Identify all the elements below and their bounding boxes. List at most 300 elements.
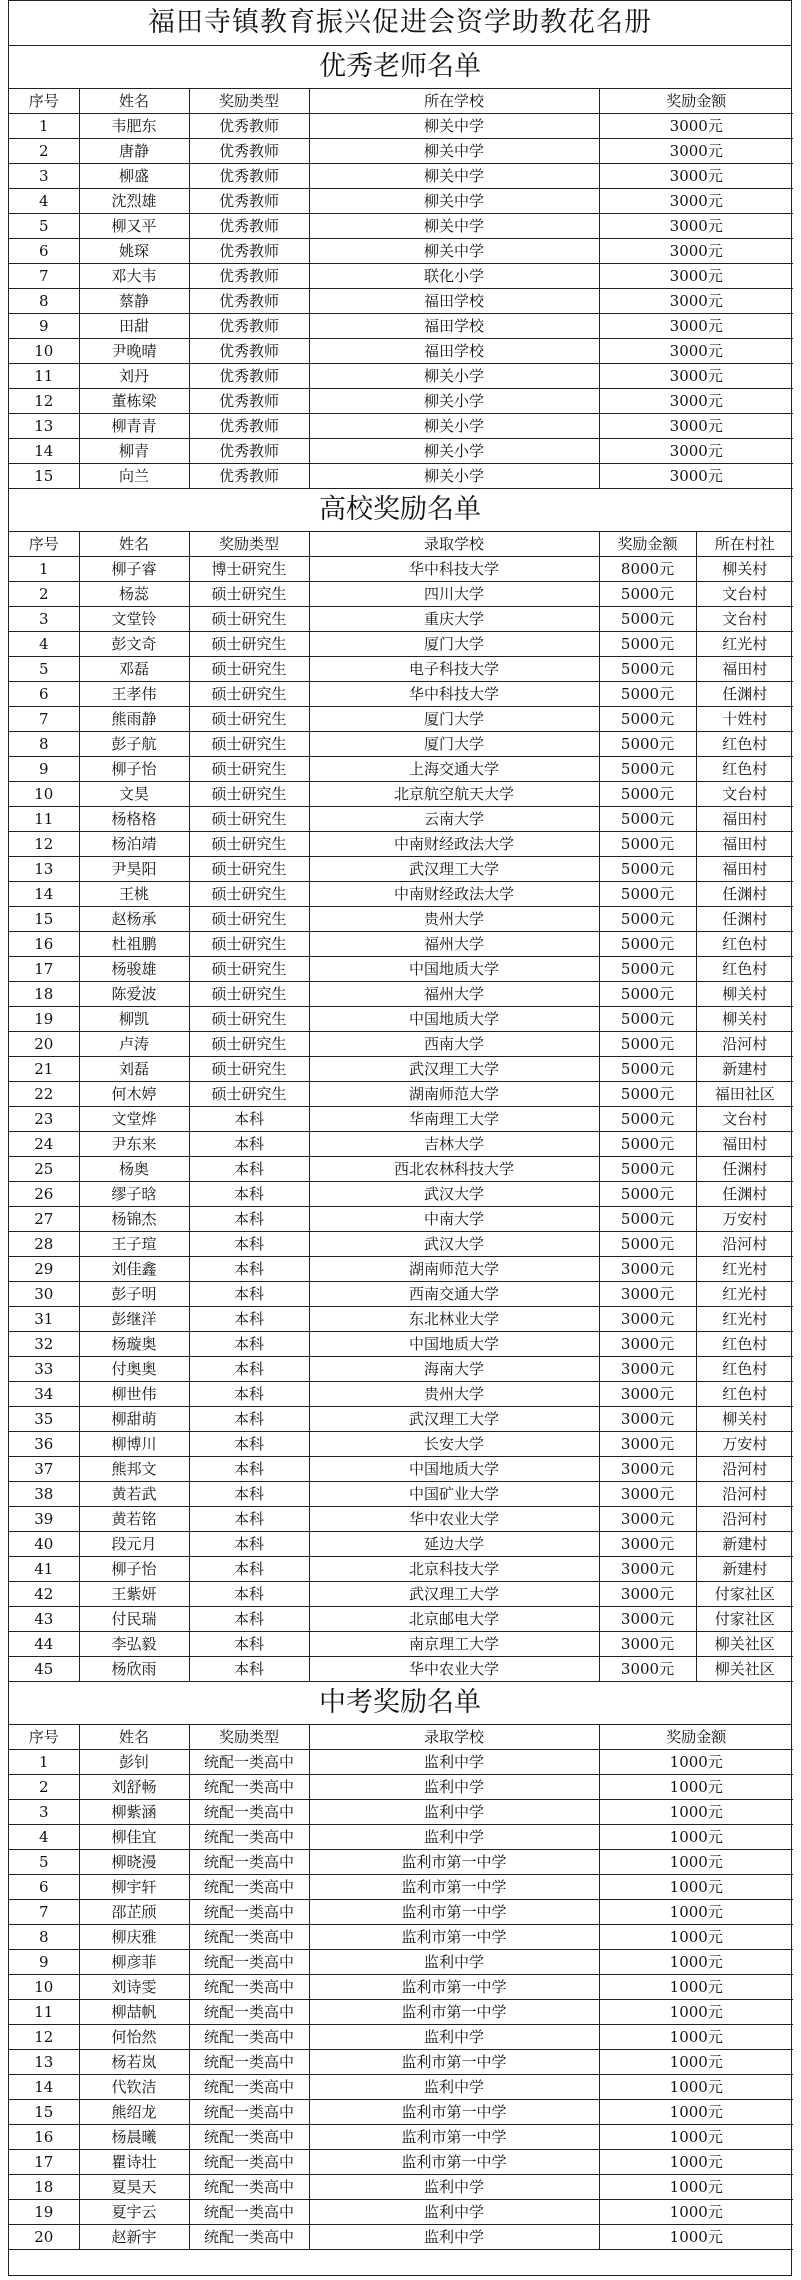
cell-award-type: 统配一类高中 (189, 2025, 309, 2050)
cell-index: 10 (9, 1975, 79, 2000)
table-row (9, 264, 793, 289)
table-row (9, 1132, 793, 1157)
cell-index: 13 (9, 2050, 79, 2075)
cell-award-type: 优秀教师 (189, 264, 309, 289)
cell-name: 杨蕊 (79, 582, 189, 607)
table-row (9, 1432, 793, 1457)
cell-index: 9 (9, 314, 79, 339)
cell-amount: 1000元 (599, 1775, 793, 1800)
table-row (9, 1407, 793, 1432)
cell-name: 熊邦文 (79, 1457, 189, 1482)
cell-amount: 3000元 (599, 439, 793, 464)
cell-award-type: 本科 (189, 1632, 309, 1657)
cell-award-type: 统配一类高中 (189, 1950, 309, 1975)
cell-award-type: 本科 (189, 1157, 309, 1182)
cell-name: 彭子航 (79, 732, 189, 757)
cell-amount: 3000元 (599, 1532, 696, 1557)
cell-amount: 3000元 (599, 264, 793, 289)
cell-admitted-school: 武汉大学 (309, 1182, 599, 1207)
cell-index: 3 (9, 607, 79, 632)
cell-admitted-school: 海南大学 (309, 1357, 599, 1382)
teachers-header-row (9, 89, 793, 114)
cell-admitted-school: 中南财经政法大学 (309, 832, 599, 857)
table-row (9, 782, 793, 807)
cell-index: 12 (9, 832, 79, 857)
university-header-row (9, 532, 793, 557)
cell-village: 红光村 (696, 1307, 793, 1332)
cell-admitted-school: 云南大学 (309, 807, 599, 832)
cell-village: 任渊村 (696, 882, 793, 907)
cell-amount: 3000元 (599, 339, 793, 364)
cell-index: 24 (9, 1132, 79, 1157)
cell-amount: 3000元 (599, 1382, 696, 1407)
cell-amount: 3000元 (599, 1632, 696, 1657)
cell-award-type: 统配一类高中 (189, 2100, 309, 2125)
cell-amount: 3000元 (599, 1357, 696, 1382)
cell-admitted-school: 监利中学 (309, 1775, 599, 1800)
cell-amount: 3000元 (599, 1407, 696, 1432)
cell-index: 12 (9, 389, 79, 414)
cell-amount: 5000元 (599, 982, 696, 1007)
table-row (9, 1507, 793, 1532)
header-amount: 奖励金额 (599, 1725, 793, 1750)
cell-school: 柳关中学 (309, 214, 599, 239)
table-row (9, 1582, 793, 1607)
table-row (9, 2175, 793, 2200)
cell-admitted-school: 中国地质大学 (309, 1007, 599, 1032)
cell-admitted-school: 西北农林科技大学 (309, 1157, 599, 1182)
table-row (9, 289, 793, 314)
cell-index: 27 (9, 1207, 79, 1232)
cell-name: 文堂铃 (79, 607, 189, 632)
cell-amount: 3000元 (599, 1482, 696, 1507)
table-row (9, 1182, 793, 1207)
table-row (9, 1900, 793, 1925)
cell-name: 赵杨承 (79, 907, 189, 932)
cell-name: 杨晨曦 (79, 2125, 189, 2150)
cell-name: 熊雨静 (79, 707, 189, 732)
cell-index: 6 (9, 239, 79, 264)
cell-name: 王紫妍 (79, 1582, 189, 1607)
cell-village: 沿河村 (696, 1032, 793, 1057)
cell-index: 33 (9, 1357, 79, 1382)
cell-admitted-school: 华中农业大学 (309, 1657, 599, 1682)
cell-amount: 1000元 (599, 2000, 793, 2025)
cell-index: 5 (9, 657, 79, 682)
cell-name: 何怡然 (79, 2025, 189, 2050)
cell-village: 任渊村 (696, 1157, 793, 1182)
table-row (9, 1950, 793, 1975)
cell-school: 福田学校 (309, 289, 599, 314)
cell-admitted-school: 武汉理工大学 (309, 1057, 599, 1082)
table-row (9, 239, 793, 264)
table-row (9, 414, 793, 439)
header-village: 所在村社 (696, 532, 793, 557)
cell-index: 9 (9, 757, 79, 782)
cell-amount: 5000元 (599, 707, 696, 732)
cell-name: 彭子明 (79, 1282, 189, 1307)
cell-name: 沈烈雄 (79, 189, 189, 214)
cell-name: 柳凯 (79, 1007, 189, 1032)
cell-index: 31 (9, 1307, 79, 1332)
cell-name: 刘诗雯 (79, 1975, 189, 2000)
cell-admitted-school: 华中科技大学 (309, 682, 599, 707)
cell-name: 黄若铭 (79, 1507, 189, 1532)
cell-amount: 3000元 (599, 1257, 696, 1282)
cell-admitted-school: 监利中学 (309, 1800, 599, 1825)
cell-index: 2 (9, 582, 79, 607)
cell-name: 付奥奥 (79, 1357, 189, 1382)
cell-name: 代钦洁 (79, 2075, 189, 2100)
cell-village: 红色村 (696, 1332, 793, 1357)
cell-admitted-school: 监利市第一中学 (309, 2000, 599, 2025)
table-row (9, 1232, 793, 1257)
table-row (9, 1975, 793, 2000)
cell-award-type: 统配一类高中 (189, 1750, 309, 1775)
cell-school: 福田学校 (309, 339, 599, 364)
cell-village: 柳关村 (696, 982, 793, 1007)
cell-amount: 3000元 (599, 1282, 696, 1307)
cell-name: 王桃 (79, 882, 189, 907)
cell-admitted-school: 贵州大学 (309, 907, 599, 932)
cell-amount: 1000元 (599, 1825, 793, 1850)
cell-amount: 3000元 (599, 464, 793, 489)
cell-name: 姚琛 (79, 239, 189, 264)
cell-index: 15 (9, 464, 79, 489)
cell-award-type: 硕士研究生 (189, 882, 309, 907)
cell-amount: 3000元 (599, 364, 793, 389)
table-row (9, 214, 793, 239)
cell-award-type: 硕士研究生 (189, 957, 309, 982)
cell-admitted-school: 厦门大学 (309, 707, 599, 732)
cell-village: 红色村 (696, 957, 793, 982)
cell-school: 联化小学 (309, 264, 599, 289)
cell-index: 20 (9, 1032, 79, 1057)
table-row (9, 732, 793, 757)
table-row (9, 114, 793, 139)
table-row (9, 389, 793, 414)
header-award-type: 奖励类型 (189, 1725, 309, 1750)
cell-name: 柳青青 (79, 414, 189, 439)
cell-village: 新建村 (696, 1532, 793, 1557)
cell-award-type: 硕士研究生 (189, 932, 309, 957)
cell-amount: 3000元 (599, 189, 793, 214)
cell-award-type: 统配一类高中 (189, 2125, 309, 2150)
cell-award-type: 本科 (189, 1657, 309, 1682)
cell-award-type: 本科 (189, 1382, 309, 1407)
cell-admitted-school: 吉林大学 (309, 1132, 599, 1157)
cell-name: 黄若武 (79, 1482, 189, 1507)
cell-amount: 5000元 (599, 1182, 696, 1207)
cell-award-type: 本科 (189, 1232, 309, 1257)
cell-village: 沿河村 (696, 1482, 793, 1507)
cell-name: 何木婷 (79, 1082, 189, 1107)
cell-village: 沿河村 (696, 1507, 793, 1532)
cell-admitted-school: 监利中学 (309, 2075, 599, 2100)
cell-index: 40 (9, 1532, 79, 1557)
cell-award-type: 硕士研究生 (189, 732, 309, 757)
cell-award-type: 硕士研究生 (189, 782, 309, 807)
cell-village: 福田村 (696, 807, 793, 832)
table-row (9, 757, 793, 782)
cell-award-type: 硕士研究生 (189, 607, 309, 632)
cell-amount: 5000元 (599, 657, 696, 682)
cell-village: 福田社区 (696, 1082, 793, 1107)
cell-award-type: 本科 (189, 1482, 309, 1507)
cell-name: 柳子怡 (79, 1557, 189, 1582)
cell-name: 柳子怡 (79, 757, 189, 782)
cell-name: 刘舒畅 (79, 1775, 189, 1800)
cell-name: 邵芷颀 (79, 1900, 189, 1925)
table-row (9, 439, 793, 464)
cell-name: 文昊 (79, 782, 189, 807)
cell-village: 新建村 (696, 1057, 793, 1082)
cell-name: 唐静 (79, 139, 189, 164)
cell-name: 柳又平 (79, 214, 189, 239)
cell-award-type: 本科 (189, 1132, 309, 1157)
table-row (9, 164, 793, 189)
cell-amount: 1000元 (599, 2200, 793, 2225)
cell-award-type: 硕士研究生 (189, 682, 309, 707)
cell-amount: 5000元 (599, 1107, 696, 1132)
cell-award-type: 优秀教师 (189, 114, 309, 139)
cell-admitted-school: 武汉大学 (309, 1232, 599, 1257)
cell-index: 36 (9, 1432, 79, 1457)
table-row (9, 557, 793, 582)
cell-amount: 5000元 (599, 807, 696, 832)
cell-award-type: 硕士研究生 (189, 632, 309, 657)
cell-village: 福田村 (696, 857, 793, 882)
header-name: 姓名 (79, 532, 189, 557)
cell-school: 柳关小学 (309, 364, 599, 389)
table-row (9, 314, 793, 339)
cell-name: 柳甜萌 (79, 1407, 189, 1432)
cell-award-type: 本科 (189, 1357, 309, 1382)
cell-amount: 3000元 (599, 1557, 696, 1582)
cell-index: 7 (9, 264, 79, 289)
table-row (9, 2225, 793, 2250)
table-row (9, 1332, 793, 1357)
cell-index: 4 (9, 1825, 79, 1850)
cell-index: 1 (9, 114, 79, 139)
cell-admitted-school: 西南交通大学 (309, 1282, 599, 1307)
cell-index: 1 (9, 1750, 79, 1775)
header-name: 姓名 (79, 89, 189, 114)
table-row (9, 1257, 793, 1282)
cell-amount: 1000元 (599, 2150, 793, 2175)
cell-admitted-school: 厦门大学 (309, 632, 599, 657)
cell-index: 11 (9, 364, 79, 389)
cell-admitted-school: 北京航空航天大学 (309, 782, 599, 807)
cell-amount: 1000元 (599, 1850, 793, 1875)
cell-admitted-school: 监利中学 (309, 2175, 599, 2200)
cell-index: 21 (9, 1057, 79, 1082)
cell-amount: 3000元 (599, 289, 793, 314)
cell-village: 红光村 (696, 1257, 793, 1282)
cell-name: 缪子晗 (79, 1182, 189, 1207)
cell-name: 董栋梁 (79, 389, 189, 414)
cell-village: 任渊村 (696, 682, 793, 707)
cell-award-type: 本科 (189, 1332, 309, 1357)
cell-index: 28 (9, 1232, 79, 1257)
cell-village: 红色村 (696, 732, 793, 757)
cell-admitted-school: 福州大学 (309, 932, 599, 957)
cell-amount: 5000元 (599, 857, 696, 882)
cell-index: 32 (9, 1332, 79, 1357)
cell-amount: 1000元 (599, 2075, 793, 2100)
teachers-table-body (9, 114, 793, 489)
cell-amount: 5000元 (599, 1007, 696, 1032)
cell-award-type: 本科 (189, 1282, 309, 1307)
cell-amount: 5000元 (599, 1132, 696, 1157)
cell-admitted-school: 监利市第一中学 (309, 2125, 599, 2150)
cell-name: 柳紫涵 (79, 1800, 189, 1825)
cell-amount: 5000元 (599, 1157, 696, 1182)
cell-index: 20 (9, 2225, 79, 2250)
cell-award-type: 优秀教师 (189, 389, 309, 414)
cell-name: 柳喆帆 (79, 2000, 189, 2025)
cell-name: 刘佳鑫 (79, 1257, 189, 1282)
cell-admitted-school: 长安大学 (309, 1432, 599, 1457)
cell-amount: 5000元 (599, 907, 696, 932)
cell-name: 熊绍龙 (79, 2100, 189, 2125)
cell-index: 7 (9, 1900, 79, 1925)
cell-award-type: 统配一类高中 (189, 1775, 309, 1800)
table-row (9, 1557, 793, 1582)
cell-index: 38 (9, 1482, 79, 1507)
cell-name: 杨欣雨 (79, 1657, 189, 1682)
cell-name: 杜祖鹏 (79, 932, 189, 957)
header-school: 所在学校 (309, 89, 599, 114)
table-row (9, 2025, 793, 2050)
cell-name: 王孝伟 (79, 682, 189, 707)
cell-award-type: 硕士研究生 (189, 757, 309, 782)
cell-name: 瞿诗壮 (79, 2150, 189, 2175)
cell-index: 2 (9, 1775, 79, 1800)
cell-village: 红色村 (696, 932, 793, 957)
table-row (9, 1057, 793, 1082)
cell-school: 福田学校 (309, 314, 599, 339)
cell-name: 向兰 (79, 464, 189, 489)
university-section-title: 高校奖励名单 (9, 489, 791, 532)
cell-award-type: 硕士研究生 (189, 1057, 309, 1082)
header-index: 序号 (9, 1725, 79, 1750)
cell-village: 任渊村 (696, 907, 793, 932)
cell-admitted-school: 监利市第一中学 (309, 1850, 599, 1875)
cell-amount: 5000元 (599, 932, 696, 957)
cell-amount: 3000元 (599, 1307, 696, 1332)
table-row (9, 189, 793, 214)
cell-amount: 3000元 (599, 114, 793, 139)
cell-index: 10 (9, 339, 79, 364)
cell-admitted-school: 监利中学 (309, 2025, 599, 2050)
cell-admitted-school: 监利市第一中学 (309, 1875, 599, 1900)
cell-village: 柳关村 (696, 1007, 793, 1032)
cell-admitted-school: 监利中学 (309, 2225, 599, 2250)
cell-index: 3 (9, 164, 79, 189)
cell-village: 文台村 (696, 607, 793, 632)
table-row (9, 1457, 793, 1482)
cell-admitted-school: 中南财经政法大学 (309, 882, 599, 907)
cell-award-type: 统配一类高中 (189, 2000, 309, 2025)
cell-award-type: 本科 (189, 1607, 309, 1632)
cell-index: 11 (9, 807, 79, 832)
cell-award-type: 硕士研究生 (189, 657, 309, 682)
cell-award-type: 硕士研究生 (189, 907, 309, 932)
cell-name: 王子瑄 (79, 1232, 189, 1257)
cell-award-type: 统配一类高中 (189, 1925, 309, 1950)
cell-school: 柳关小学 (309, 439, 599, 464)
cell-amount: 3000元 (599, 1332, 696, 1357)
cell-amount: 3000元 (599, 164, 793, 189)
cell-name: 柳博川 (79, 1432, 189, 1457)
cell-amount: 3000元 (599, 239, 793, 264)
cell-index: 11 (9, 2000, 79, 2025)
cell-admitted-school: 华中科技大学 (309, 557, 599, 582)
cell-amount: 1000元 (599, 2125, 793, 2150)
cell-index: 19 (9, 1007, 79, 1032)
table-row (9, 2150, 793, 2175)
cell-name: 杨璇奥 (79, 1332, 189, 1357)
header-index: 序号 (9, 532, 79, 557)
cell-amount: 3000元 (599, 214, 793, 239)
highschool-section-title: 中考奖励名单 (9, 1682, 791, 1725)
cell-index: 1 (9, 557, 79, 582)
cell-index: 8 (9, 1925, 79, 1950)
cell-admitted-school: 北京邮电大学 (309, 1607, 599, 1632)
cell-index: 5 (9, 214, 79, 239)
cell-village: 任渊村 (696, 1182, 793, 1207)
cell-amount: 5000元 (599, 882, 696, 907)
cell-admitted-school: 监利市第一中学 (309, 2100, 599, 2125)
cell-admitted-school: 贵州大学 (309, 1382, 599, 1407)
cell-index: 19 (9, 2200, 79, 2225)
cell-amount: 5000元 (599, 1207, 696, 1232)
table-row (9, 1750, 793, 1775)
header-admitted-school: 录取学校 (309, 1725, 599, 1750)
cell-name: 柳子睿 (79, 557, 189, 582)
cell-name: 李弘毅 (79, 1632, 189, 1657)
highschool-table-body (9, 1750, 793, 2250)
cell-amount: 1000元 (599, 2100, 793, 2125)
cell-amount: 3000元 (599, 1582, 696, 1607)
cell-name: 夏昊天 (79, 2175, 189, 2200)
cell-name: 邓磊 (79, 657, 189, 682)
cell-award-type: 统配一类高中 (189, 1850, 309, 1875)
cell-admitted-school: 中国地质大学 (309, 1457, 599, 1482)
cell-index: 16 (9, 932, 79, 957)
header-name: 姓名 (79, 1725, 189, 1750)
cell-amount: 5000元 (599, 607, 696, 632)
cell-award-type: 统配一类高中 (189, 1900, 309, 1925)
table-row (9, 1157, 793, 1182)
cell-amount: 1000元 (599, 2225, 793, 2250)
cell-award-type: 硕士研究生 (189, 707, 309, 732)
cell-village: 沿河村 (696, 1232, 793, 1257)
cell-admitted-school: 监利中学 (309, 1750, 599, 1775)
cell-admitted-school: 武汉理工大学 (309, 1582, 599, 1607)
cell-name: 杨骏雄 (79, 957, 189, 982)
cell-index: 7 (9, 707, 79, 732)
cell-award-type: 统配一类高中 (189, 2075, 309, 2100)
cell-name: 柳宇轩 (79, 1875, 189, 1900)
cell-index: 8 (9, 732, 79, 757)
cell-award-type: 本科 (189, 1557, 309, 1582)
table-row (9, 339, 793, 364)
cell-index: 22 (9, 1082, 79, 1107)
cell-admitted-school: 武汉理工大学 (309, 1407, 599, 1432)
cell-amount: 3000元 (599, 139, 793, 164)
